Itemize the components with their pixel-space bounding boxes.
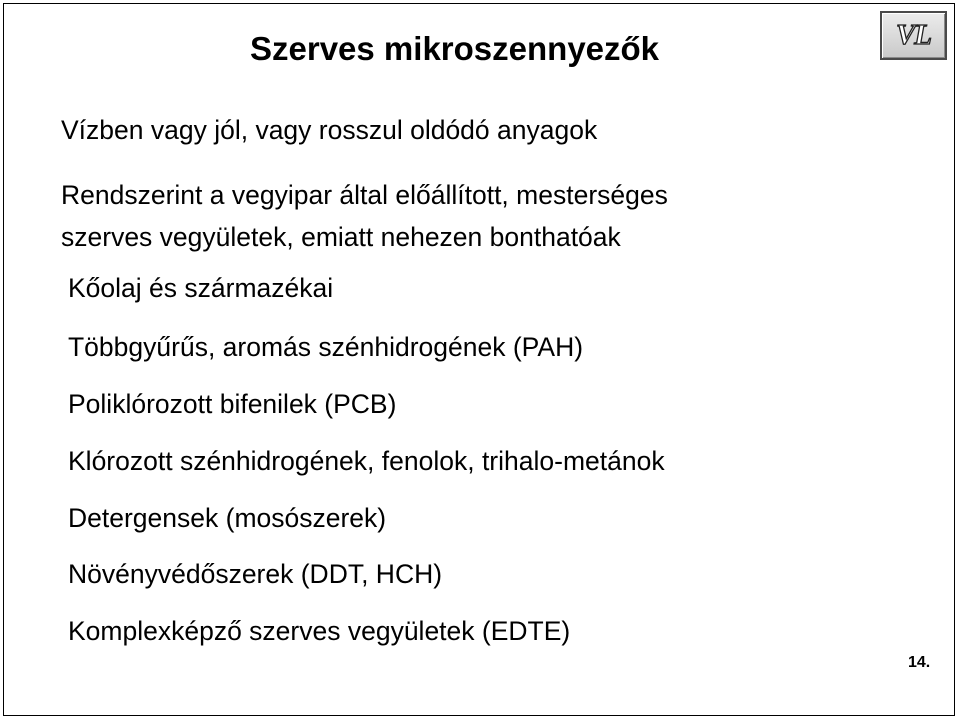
list-item-detergents: Detergensek (mosószerek) — [68, 503, 387, 533]
list-item-chlorinated-hydrocarbons: Klórozott szénhidrogének, fenolok, trihalo-metánok — [68, 446, 665, 476]
page-number: 14. — [908, 654, 931, 671]
vl-logo-text: VL — [895, 19, 932, 51]
list-item-pcb: Poliklórozott bifenilek (PCB) — [68, 389, 397, 419]
list-item-petroleum: Kőolaj és származékai — [68, 273, 334, 303]
list-item-complexing-agents: Komplexképző szerves vegyületek (EDTE) — [68, 616, 571, 646]
intro-text: Vízben vagy jól, vagy rosszul oldódó anyagok — [61, 115, 598, 145]
vl-logo — [880, 11, 947, 60]
description-line-1: Rendszerint a vegyipar által előállított, mesterséges — [61, 180, 668, 210]
description-line-2: szerves vegyületek, emiatt nehezen bonthatóak — [61, 222, 621, 252]
list-item-pesticides: Növényvédőszerek (DDT, HCH) — [68, 559, 443, 589]
list-item-pah: Többgyűrűs, aromás szénhidrogének (PAH) — [68, 332, 584, 362]
slide-title: Szerves mikroszennyezők — [250, 30, 660, 67]
